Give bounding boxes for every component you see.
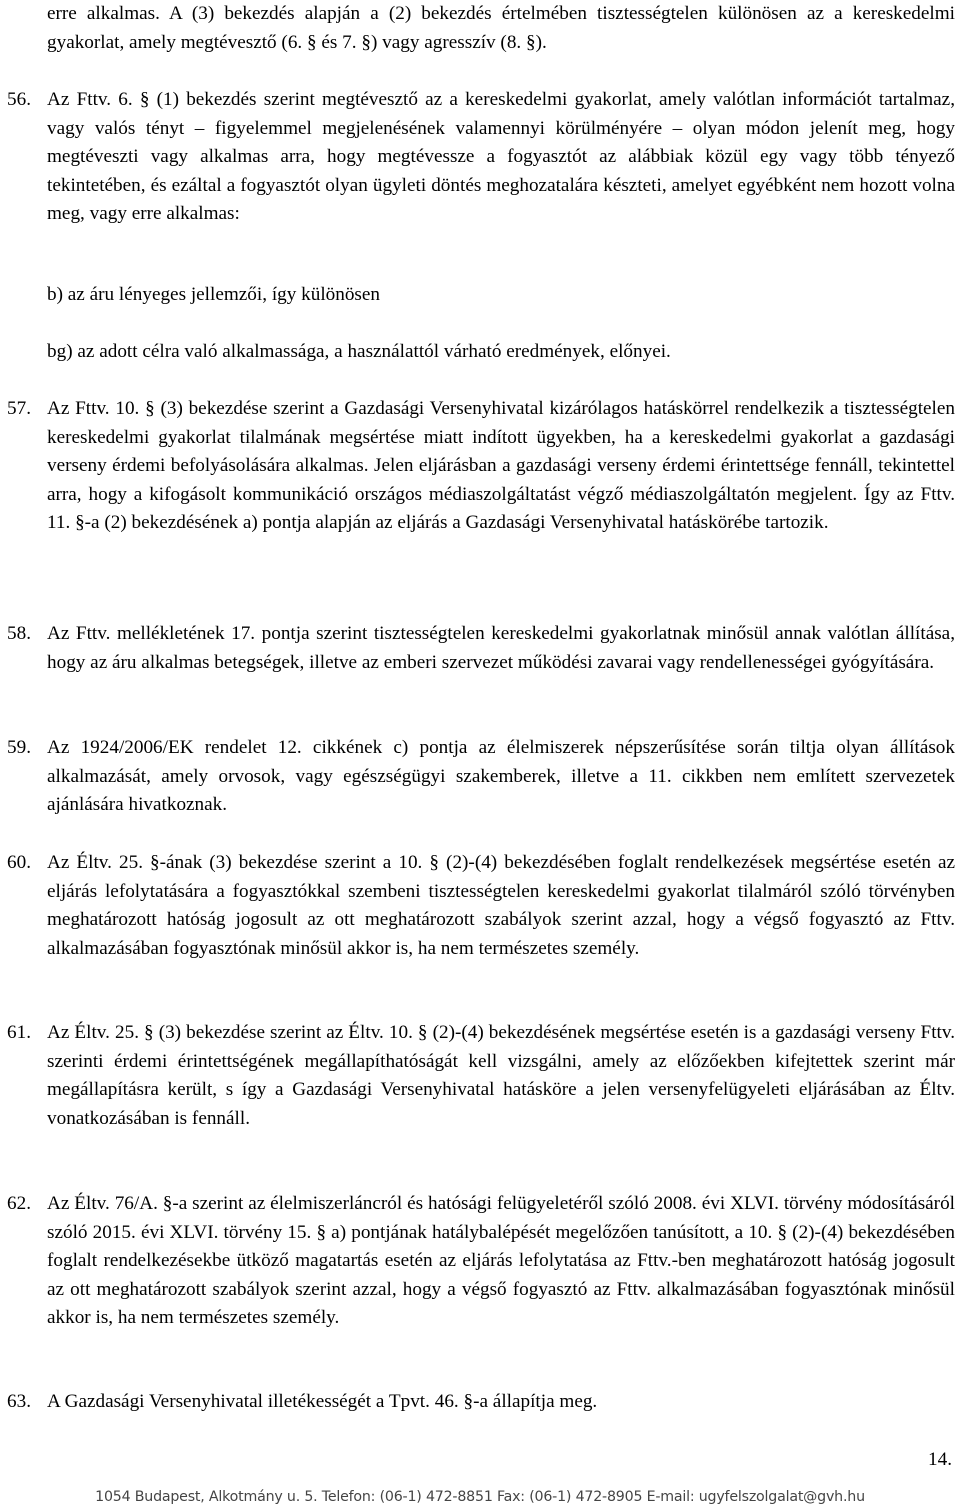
- sub-item-b: b) az áru lényeges jellemzői, így különösen: [47, 284, 381, 305]
- paragraph-number: 63.: [7, 1391, 31, 1412]
- paragraph-text: Az 1924/2006/EK rendelet 12. cikkének c) pontja az élelmiszerek népszerűsítése során tiltja olyan állítások alkalmazását, amely orvosok, vagy egészségügyi szakemberek, illetve a 11. cikkben nem említett szervezetek ajánlására hivatkoznak.: [47, 737, 955, 816]
- paragraph-63: [7, 1388, 955, 1417]
- paragraph-text: Az Fttv. mellékletének 17. pontja szerint tisztességtelen kereskedelmi gyakorlatnak minősül annak valótlan állítása, hogy az áru alkalmas betegségek, illetve az emberi szervezet működési zavarai vagy rendellenességei gyógyítására.: [47, 623, 955, 673]
- paragraph-number: 61.: [7, 1022, 31, 1043]
- paragraph-57: [7, 395, 955, 538]
- paragraph-text: Az Éltv. 25. § (3) bekezdése szerint az Éltv. 10. § (2)-(4) bekezdésének megsértése esetén is a gazdasági verseny Fttv. szerinti érdemi érintettségének megállapíthatóságát kell vizsgálni, amely az előzőekben kifejtettek szerint már megállapításra került, s így a Gazdasági Versenyhivatal hatásköre a jelen versenyfelügyeleti eljárásában az Éltv. vonatkozásában is fennáll.: [47, 1022, 955, 1129]
- paragraph-62: [7, 1190, 955, 1333]
- paragraph-number: 62.: [7, 1193, 31, 1214]
- sub-item-bg: bg) az adott célra való alkalmassága, a használattól várható eredmények, előnyei.: [47, 341, 671, 362]
- footer-contact: 1054 Budapest, Alkotmány u. 5. Telefon: (06-1) 472-8851 Fax: (06-1) 472-8905 E-mail: ugyfelszolgalat@gvh.hu: [95, 1489, 865, 1505]
- page-number: 14.: [928, 1449, 952, 1470]
- paragraph-61: [7, 1019, 955, 1133]
- paragraph-58: [7, 620, 955, 677]
- paragraph-number: 58.: [7, 623, 31, 644]
- paragraph-text: A Gazdasági Versenyhivatal illetékességét a Tpvt. 46. §-a állapítja meg.: [47, 1391, 598, 1412]
- paragraph-number: 56.: [7, 89, 31, 110]
- paragraph-number: 60.: [7, 852, 31, 873]
- paragraph-56: [7, 86, 955, 229]
- paragraph-59: [7, 734, 955, 820]
- paragraph-number: 59.: [7, 737, 31, 758]
- intro-continuation: erre alkalmas. A (3) bekezdés alapján a (2) bekezdés értelmében tisztességtelen különösen az a kereskedelmi gyakorlat, amely megtévesztő (6. § és 7. §) vagy agresszív (8. §).: [47, 3, 955, 53]
- paragraph-60: [7, 849, 955, 963]
- paragraph-text: Az Éltv. 25. §-ának (3) bekezdése szerint a 10. § (2)-(4) bekezdésében foglalt rendelkezések megsértése esetén az eljárás lefolytatására a fogyasztókkal szembeni tisztességtelen kereskedelmi gyakorlat tilalmáról szóló törvényben meghatározott hatóság jogosult az ott meghatározott szabályok szerint azzal, hogy a végső fogyasztó az Fttv. alkalmazásában fogyasztónak minősül akkor is, ha nem természetes személy.: [47, 852, 955, 959]
- paragraph-text: Az Éltv. 76/A. §-a szerint az élelmiszerláncról és hatósági felügyeletéről szóló 2008. évi XLVI. törvény módosításáról szóló 2015. évi XLVI. törvény 15. § a) pontjának hatálybalépését megelőzően tanúsított, a 10. § (2)-(4) bekezdésében foglalt rendelkezésekbe ütköző magatartás esetén az eljárás lefolytatása az Fttv.-ben meghatározott hatóság jogosult az ott meghatározott szabályok szerint azzal, hogy a végső fogyasztó az Fttv. alkalmazásában fogyasztónak minősül akkor is, ha nem természetes személy.: [47, 1193, 955, 1329]
- paragraph-text: Az Fttv. 10. § (3) bekezdése szerint a Gazdasági Versenyhivatal kizárólagos hatáskörrel rendelkezik a tisztességtelen kereskedelmi gyakorlat tilalmának megsértése miatt indított ügyekben, ha a kereskedelmi gyakorlat a gazdasági verseny érdemi befolyásolására alkalmas. Jelen eljárásban a gazdasági verseny érdemi érintettsége fennáll, tekintettel arra, hogy a kifogásolt kommunikáció országos médiaszolgáltatást végző médiaszolgáltatón megjelent. Így az Fttv. 11. §-a (2) bekezdésének a) pontja alapján az eljárás a Gazdasági Versenyhivatal hatáskörébe tartozik.: [47, 398, 955, 534]
- paragraph-text: Az Fttv. 6. § (1) bekezdés szerint megtévesztő az a kereskedelmi gyakorlat, amely valótlan információt tartalmaz, vagy valós tényt – figyelemmel megjelenésének valamennyi körülményére – olyan módon jelenít meg, hogy megtéveszti vagy alkalmas arra, hogy megtévessze a fogyasztót az alábbiak közül egy vagy több tényező tekintetében, és ezáltal a fogyasztót olyan ügyleti döntés meghozatalára készteti, amelyet egyébként nem hozott volna meg, vagy erre alkalmas:: [47, 89, 955, 225]
- paragraph-number: 57.: [7, 398, 31, 419]
